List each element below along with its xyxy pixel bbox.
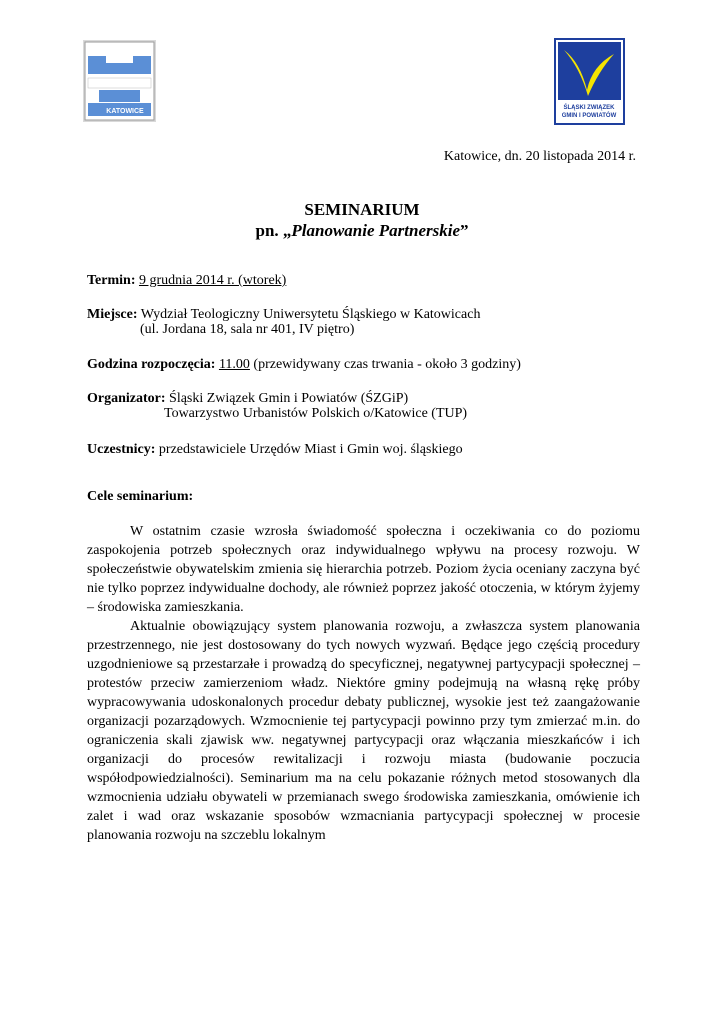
goals-body xyxy=(87,522,640,845)
katowice-logo xyxy=(83,40,156,122)
szgip-logo-text-1: ŚLĄSKI ZWIĄZEK xyxy=(563,105,615,111)
organizator-label: Organizator: xyxy=(87,391,166,406)
seminar-name-text: Planowanie Partnerskie xyxy=(291,221,461,240)
goals-heading: Cele seminarium: xyxy=(87,489,194,504)
godzina-time: 11.00 xyxy=(218,357,250,372)
uczestnicy-row xyxy=(87,441,463,458)
goals-paragraph-1: W ostatnim czasie wzrosła świadomość społeczna i oczekiwania co do poziomu zaspokojenia potrzeb społecznych oraz indywidualnego wpływu na procesy rozwoju. W społeczeństwie obywatelskim zmienia się hierarchia potrzeb. Poziom życia oceniany zaczyna być nie tylko poprzez indywidualne dochody, ale również poprzez jakość otoczenia, w którym żyjemy – środowiska zamieszkania. xyxy=(87,524,640,615)
miejsce-line1: Wydział Teologiczny Uniwersytetu Śląskiego w Katowicach xyxy=(140,307,481,322)
termin-row xyxy=(87,272,286,289)
miejsce-row xyxy=(87,306,480,323)
seminar-name xyxy=(0,221,724,241)
miejsce-line2: (ul. Jordana 18, sala nr 401, IV piętro) xyxy=(140,322,355,337)
termin-value: 9 grudnia 2014 r. (wtorek) xyxy=(138,273,287,288)
goals-paragraph-2: Aktualnie obowiązujący system planowania rozwoju, a zwłaszcza system planowania przestrzennego, nie jest dostosowany do tych nowych wyzwań. Będące jego częścią procedury uzgodnieniowe są przestarzałe i prowadzą do specyficznej, negatywnej partycypacji społecznej – protestów przeciw zamierzeniom władz. Niektóre gminy podejmują na własną rękę próby wypracowywania udoskonalonych procedur debaty publicznej, wysokie jest też zaangażowanie organizacji pozarządowych. Wzmocnienie tej partycypacji powinno przy tym zmierzać m.in. do ograniczenia skali zjawisk ww. negatywnej partycypacji oraz włączania mieszkańców i ich organizacji do procesów rewitalizacji i rozwoju miasta (budowanie poczucia współodpowiedzialności). Seminarium ma na celu pokazanie różnych metod stosowanych dla wzmocnienia udziału obywateli w przemianach swego środowiska zamieszkania, omówienie ich zalet i wad oraz wskazanie sposobów wzmacniania partycypacji społecznej w procesie planowania rozwoju na szczeblu lokalnym xyxy=(87,619,640,843)
seminar-name-prefix: pn. „ xyxy=(255,221,292,240)
szgip-logo xyxy=(554,38,625,125)
uczestnicy-value: przedstawiciele Urzędów Miast i Gmin woj. śląskiego xyxy=(158,442,463,457)
godzina-note: (przewidywany czas trwania - około 3 godziny) xyxy=(253,357,521,372)
organizator-row xyxy=(87,390,408,407)
termin-label: Termin: xyxy=(87,273,136,288)
szgip-logo-text-2: GMIN I POWIATÓW xyxy=(561,113,617,119)
uczestnicy-label: Uczestnicy: xyxy=(87,442,156,457)
organizator-line2: Towarzystwo Urbanistów Polskich o/Katowice (TUP) xyxy=(164,406,468,421)
document-date: Katowice, dn. 20 listopada 2014 r. xyxy=(443,149,636,164)
godzina-row xyxy=(87,356,521,373)
miejsce-label: Miejsce: xyxy=(87,307,138,322)
godzina-label: Godzina rozpoczęcia: xyxy=(87,357,216,372)
seminar-name-suffix: ” xyxy=(460,221,469,240)
katowice-logo-text: KATOWICE xyxy=(106,108,144,115)
document-title: SEMINARIUM xyxy=(304,200,420,219)
organizator-line1: Śląski Związek Gmin i Powiatów (ŚZGiP) xyxy=(169,391,409,406)
